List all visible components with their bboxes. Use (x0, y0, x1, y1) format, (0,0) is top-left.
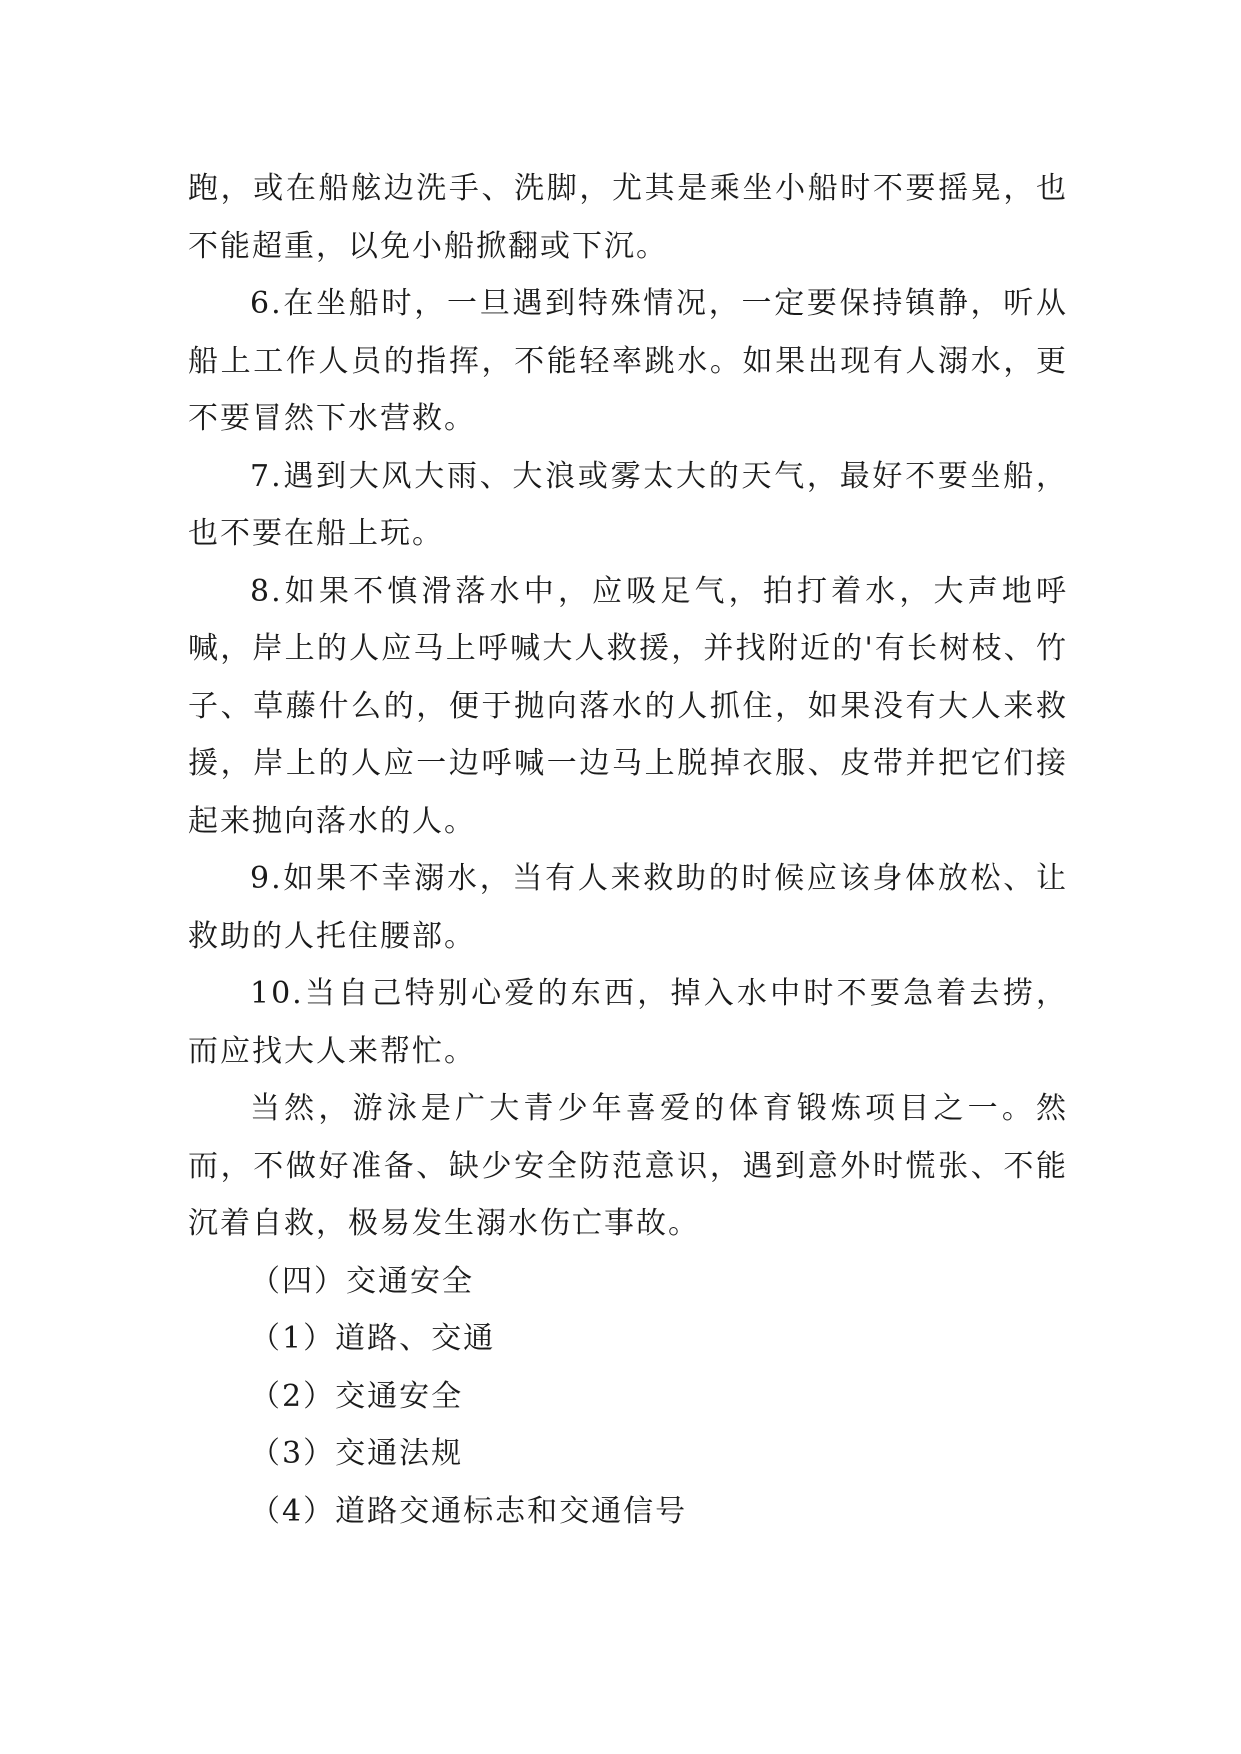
list-item-traffic-laws: （3）交通法规 (250, 1436, 464, 1471)
list-item-traffic-signs: （4）道路交通标志和交通信号 (250, 1493, 688, 1529)
paragraph-item-10: 10.当自己特别心爱的东西，掉入水中时不要急着去捞，而应找大人来帮忙。 (188, 976, 1068, 1069)
paragraph-continuation: 跑，或在船舷边洗手、洗脚，尤其是乘坐小船时不要摇晃，也不能超重，以免小船掀翻或下沉。 (188, 171, 1068, 264)
paragraph-swimming-summary: 当然，游泳是广大青少年喜爱的体育锻炼项目之一。然而，不做好准备、缺少安全防范意识，遇到意外时慌张、不能沉着自救，极易发生溺水伤亡事故。 (188, 1091, 1068, 1241)
section-heading-traffic-safety: （四）交通安全 (250, 1263, 474, 1299)
paragraph-item-8: 8.如果不慎滑落水中，应吸足气，拍打着水，大声地呼喊，岸上的人应马上呼喊大人救援，并找附近的'有长树枝、竹子、草藤什么的，便于抛向落水的人抓住，如果没有大人来救援，岸上的人应一边呼喊一边马上脱掉衣服、皮带并把它们接起来抛向落水的人。 (188, 573, 1068, 839)
paragraph-item-6: 6.在坐船时，一旦遇到特殊情况，一定要保持镇静，听从船上工作人员的指挥，不能轻率跳水。如果出现有人溺水，更不要冒然下水营救。 (188, 286, 1068, 436)
list-item-traffic-safety: （2）交通安全 (250, 1378, 464, 1414)
paragraph-item-7: 7.遇到大风大雨、大浪或雾太大的天气，最好不要坐船，也不要在船上玩。 (188, 458, 1068, 551)
list-item-roads-traffic: （1）道路、交通 (250, 1321, 496, 1356)
document-body (188, 160, 1068, 1540)
paragraph-item-9: 9.如果不幸溺水，当有人来救助的时候应该身体放松、让救助的人托住腰部。 (188, 861, 1068, 954)
